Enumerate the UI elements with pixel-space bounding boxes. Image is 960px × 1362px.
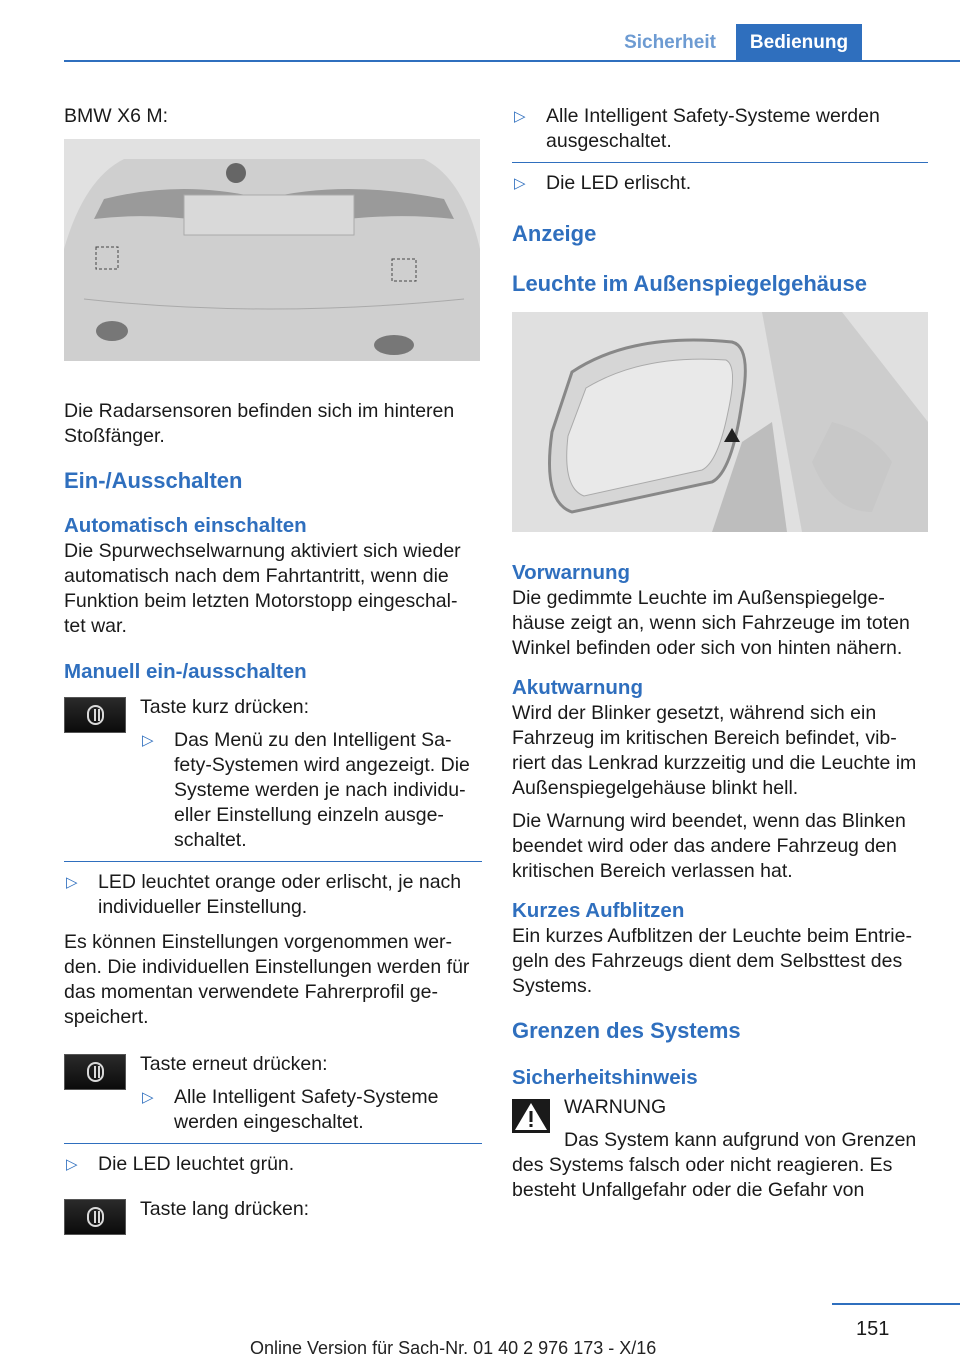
key-again-label: Taste erneut drücken: xyxy=(140,1053,328,1075)
page-number: 151 xyxy=(856,1318,890,1340)
triangle-bullet-icon: ▷ xyxy=(514,108,526,125)
bullet-all-off xyxy=(512,104,928,154)
divider xyxy=(512,162,928,163)
text-radar: Die Radarsensoren befinden sich im hinteren Stoßfänger. xyxy=(64,400,455,447)
footer-divider xyxy=(832,1303,960,1305)
mirror-figure xyxy=(512,312,928,532)
text-settings: Es können Einstellungen vorgenommen wer‐ den. Die individuellen Einstellungen werden für das momentan verwendete Fahrerprofil ge‐ speichert. xyxy=(64,931,470,1028)
right-column xyxy=(512,104,928,1203)
bullet-menu-text: Das Menü zu den Intelligent Sa‐ fety-Systemen wird angezeigt. Die Systeme werden je nach individu‐ eller Einstellung einzeln ausge‐ schaltet. xyxy=(174,729,470,851)
triangle-bullet-icon: ▷ xyxy=(66,874,78,891)
text-vorwarnung: Die gedimmte Leuchte im Außenspiegelge‐ häuse zeigt an, wenn sich Fahrzeuge im toten Winkel befinden oder sich von hinten nähern. xyxy=(512,587,910,659)
heading-automatisch: Automatisch einschalten xyxy=(64,514,307,537)
text-akutwarnung: Wird der Blinker gesetzt, während sich ein Fahrzeug im kritischen Bereich befindet, vib‐ riert das Lenkrad kurzzeitig und die Leuchte im Außenspiegelgehäuse blinkt hell. xyxy=(512,702,917,799)
divider xyxy=(64,1143,482,1144)
triangle-bullet-icon: ▷ xyxy=(142,732,154,749)
tab-bedienung[interactable]: Bedienung xyxy=(736,24,862,62)
driver-assist-icon xyxy=(87,1207,104,1227)
car-rear-figure xyxy=(64,139,480,361)
bullet-all-off-text: Alle Intelligent Safety-Systeme werden ausgeschaltet. xyxy=(546,105,880,152)
heading-sicherheitshinweis: Sicherheitshinweis xyxy=(512,1066,698,1089)
heading-grenzen: Grenzen des Systems xyxy=(512,1018,741,1043)
online-version: Online Version für Sach-Nr. 01 40 2 976 173 - X/16 xyxy=(250,1338,657,1358)
bullet-all-on-text: Alle Intelligent Safety-Systeme werden eingeschaltet. xyxy=(174,1086,439,1133)
warning-icon xyxy=(512,1099,550,1133)
driver-assist-button[interactable] xyxy=(64,697,126,733)
text-aufblitzen: Ein kurzes Aufblitzen der Leuchte beim Entrie‐ geln des Fahrzeugs dient dem Selbsttest des Systems. xyxy=(512,925,912,997)
car-rear-illustration xyxy=(64,139,480,361)
heading-akutwarnung: Akutwarnung xyxy=(512,676,643,699)
warning-text: Das System kann aufgrund von Grenzen des Systems falsch oder nicht reagieren. Es besteht Unfallgefahr oder die Gefahr von xyxy=(512,1129,917,1201)
driver-assist-icon xyxy=(87,1062,104,1082)
driver-assist-button[interactable] xyxy=(64,1199,126,1235)
bullet-menu xyxy=(140,728,482,853)
bullet-led-green xyxy=(64,1152,482,1177)
heading-vorwarnung: Vorwarnung xyxy=(512,561,631,584)
key-short-press xyxy=(64,695,482,853)
bullet-led-off-text: Die LED erlischt. xyxy=(546,172,692,194)
key-long-label: Taste lang drücken: xyxy=(140,1198,310,1220)
text-automatisch: Die Spurwechselwarnung aktiviert sich wieder automatisch nach dem Fahrtantritt, wenn die Funktion beim letzten Motorstopp eingeschal‐ tet war. xyxy=(64,540,461,637)
warning-block xyxy=(512,1095,928,1203)
text-akutwarnung-ende: Die Warnung wird beendet, wenn das Blinken beendet wird oder das andere Fahrzeug den kritischen Bereich verlassen hat. xyxy=(512,810,906,882)
bullet-led-orange-text: LED leuchtet orange oder erlischt, je nach individueller Einstellung. xyxy=(98,871,462,918)
heading-manuell: Manuell ein-/ausschalten xyxy=(64,660,307,683)
bullet-led-orange xyxy=(64,870,482,920)
header-divider xyxy=(64,60,960,62)
mirror-illustration xyxy=(512,312,928,532)
heading-anzeige: Anzeige xyxy=(512,221,597,246)
heading-einausschalten: Ein-/Ausschalten xyxy=(64,468,243,493)
triangle-bullet-icon: ▷ xyxy=(66,1156,78,1173)
heading-aufblitzen: Kurzes Aufblitzen xyxy=(512,899,685,922)
bullet-led-off xyxy=(512,171,928,196)
bullet-all-on xyxy=(140,1085,482,1135)
triangle-bullet-icon: ▷ xyxy=(142,1089,154,1106)
driver-assist-button[interactable] xyxy=(64,1054,126,1090)
tab-sicherheit[interactable]: Sicherheit xyxy=(624,32,716,53)
bullet-led-green-text: Die LED leuchtet grün. xyxy=(98,1153,295,1175)
driver-assist-icon xyxy=(87,705,104,725)
key-press-again xyxy=(64,1052,482,1135)
caption-model: BMW X6 M: xyxy=(64,105,169,127)
divider xyxy=(64,861,482,862)
left-column xyxy=(64,104,482,1237)
heading-leuchte: Leuchte im Außenspiegelgehäuse xyxy=(512,271,867,296)
key-short-label: Taste kurz drücken: xyxy=(140,696,310,718)
key-long-press xyxy=(64,1197,482,1237)
warning-title: WARNUNG xyxy=(564,1096,667,1118)
triangle-bullet-icon: ▷ xyxy=(514,175,526,192)
